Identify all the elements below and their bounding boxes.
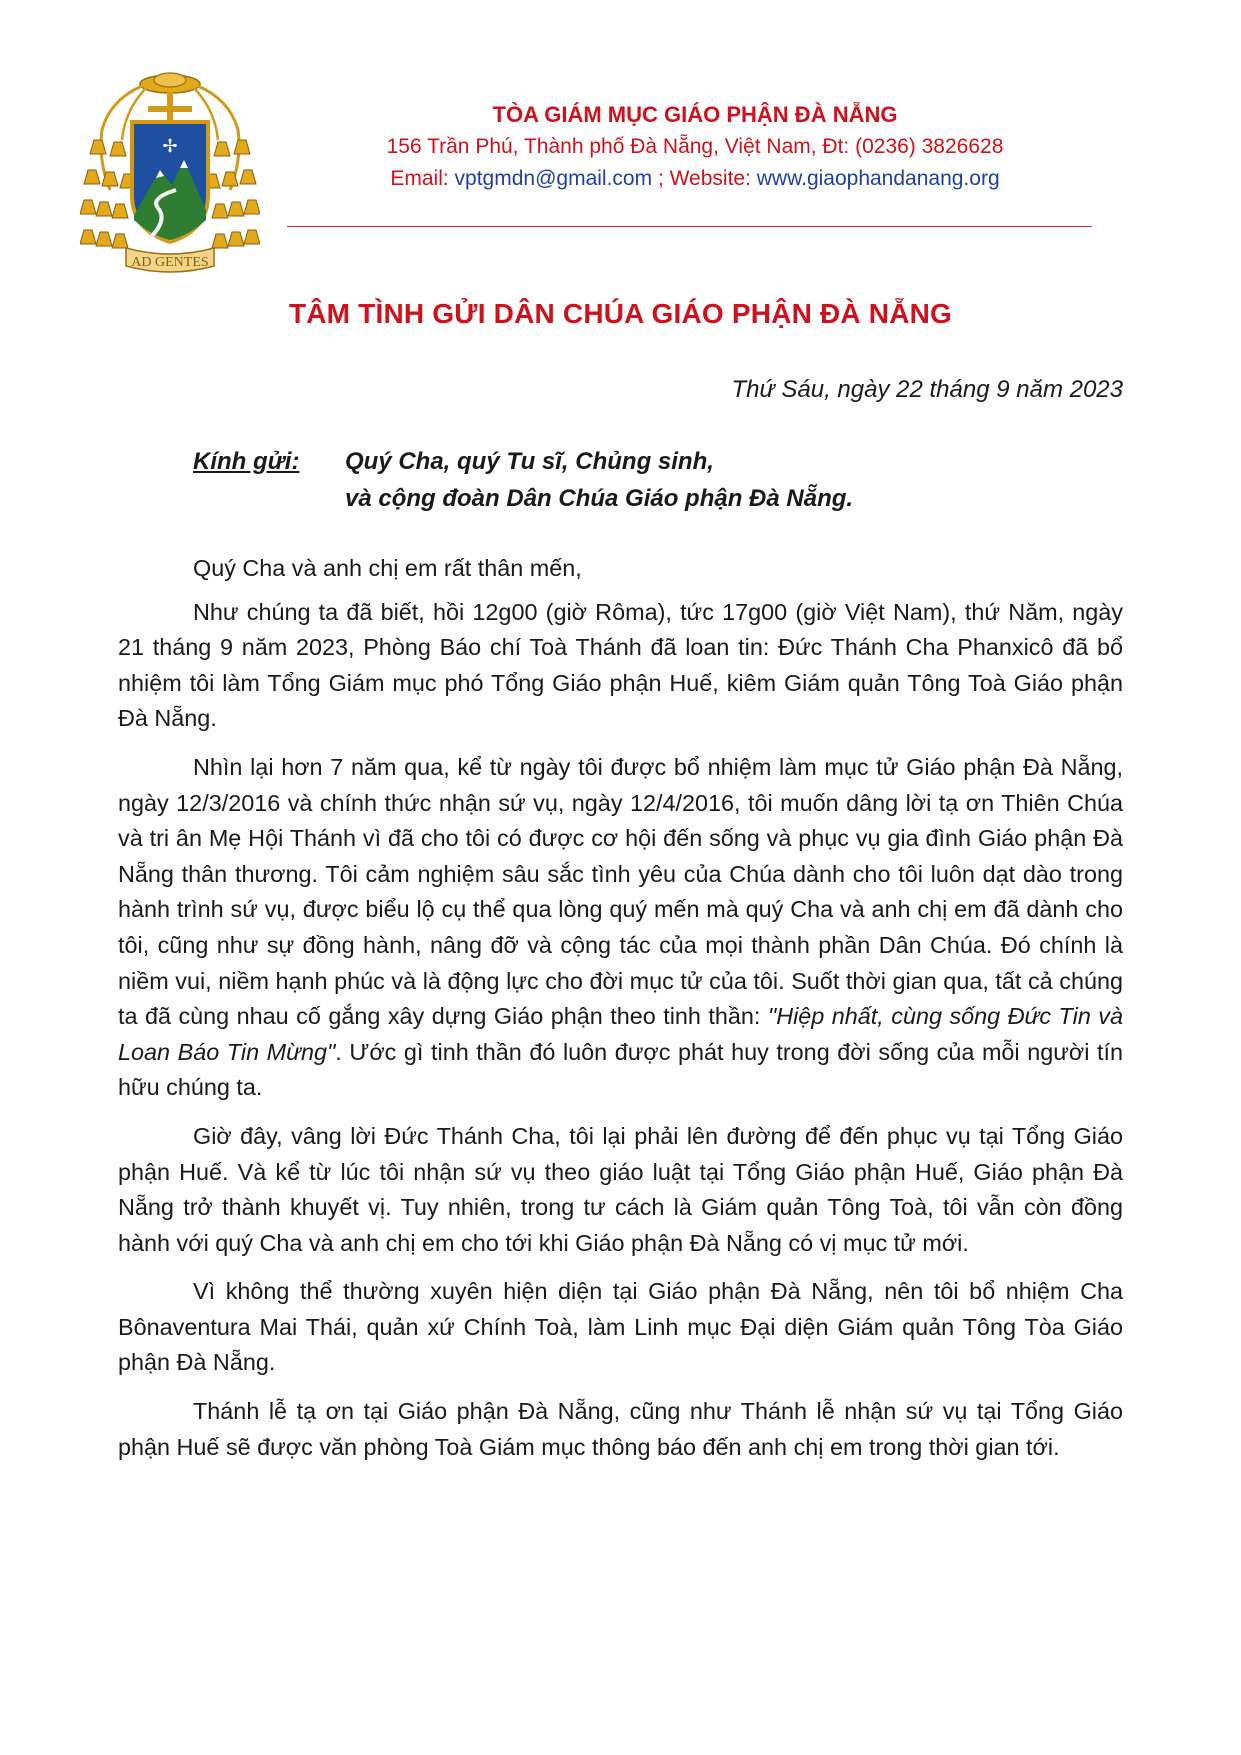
paragraph-2-text-end: . Ước gì tinh thần đó luôn được phát huy trong đời sống của mỗi người tín hữu chúng ta. xyxy=(118,1038,1123,1101)
recipient-line-1: Quý Cha, quý Tu sĩ, Chủng sinh, xyxy=(345,448,714,475)
recipient-line-2: và cộng đoàn Dân Chúa Giáo phận Đà Nẵng. xyxy=(345,485,854,512)
header-divider xyxy=(287,226,1092,227)
organization-name: TÒA GIÁM MỤC GIÁO PHẬN ĐÀ NẴNG xyxy=(492,102,898,127)
website-link[interactable]: www.giaophandanang.org xyxy=(756,167,1000,190)
paragraph-3: Giờ đây, vâng lời Đức Thánh Cha, tôi lại phải lên đường để đến phục vụ tại Tổng Giáo phận Huế. Và kể từ lúc tôi nhận sứ vụ theo giáo luật tại Tổng Giáo phận Huế, Giáo phận Đà Nẵng trở thành khuyết vị. Tuy nhiên, trong tư cách là Giám quản Tông Toà, tôi vẫn còn đồng hành với quý Cha và anh chị em cho tới khi Giáo phận Đà Nẵng có vị mục tử mới. xyxy=(118,1122,1123,1256)
paragraph-2-motto-quote: "Hiệp nhất, cùng sống Đức Tin và Loan Báo Tin Mừng" xyxy=(118,1003,1123,1065)
coat-of-arms-logo xyxy=(80,70,260,295)
recipient-block xyxy=(193,443,853,517)
website-label: ; Website: xyxy=(652,167,757,190)
paragraph-5: Thánh lễ tạ ơn tại Giáo phận Đà Nẵng, cũng như Thánh lễ nhận sứ vụ tại Tổng Giáo phận Huế sẽ được văn phòng Toà Giám mục thông báo đến anh chị em trong thời gian tới. xyxy=(118,1398,1123,1460)
document-title: TÂM TÌNH GỬI DÂN CHÚA GIÁO PHẬN ĐÀ NẴNG xyxy=(288,298,953,329)
paragraph-1: Như chúng ta đã biết, hồi 12g00 (giờ Rôma), tức 17g00 (giờ Việt Nam), thứ Năm, ngày 21 tháng 9 năm 2023, Phòng Báo chí Toà Thánh đã loan tin: Đức Thánh Cha Phanxicô đã bổ nhiệm tôi làm Tổng Giám mục phó Tổng Giáo phận Huế, kiêm Giám quản Tông Toà Giáo phận Đà Nẵng. xyxy=(118,598,1123,732)
document-date: Thứ Sáu, ngày 22 tháng 9 năm 2023 xyxy=(731,376,1123,403)
paragraph-2 xyxy=(118,750,1123,1106)
paragraph-4: Vì không thể thường xuyên hiện diện tại Giáo phận Đà Nẵng, nên tôi bổ nhiệm Cha Bônaventura Mai Thái, quản xứ Chính Toà, làm Linh mục Đại diện Giám quản Tông Tòa Giáo phận Đà Nẵng. xyxy=(118,1278,1123,1376)
paragraph-2-text: Nhìn lại hơn 7 năm qua, kể từ ngày tôi được bổ nhiệm làm mục tử Giáo phận Đà Nẵng, ngày 12/3/2016 và chính thức nhận sứ vụ, ngày 12/4/2016, tôi muốn dâng lời tạ ơn Thiên Chúa và tri ân Mẹ Hội Thánh vì đã cho tôi có được cơ hội đến sống và phục vụ gia đình Giáo phận Đà Nẵng thân thương. Tôi cảm nghiệm sâu sắc tình yêu của Chúa dành cho tôi luôn dạt dào trong hành trình sứ vụ, được biểu lộ cụ thể qua lòng quý mến mà quý Cha và anh chị em đã dành cho tôi, cũng như sự đồng hành, nâng đỡ và cộng tác của mọi thành phần Dân Chúa. Đó chính là niềm vui, niềm hạnh phúc và là động lực cho đời mục tử của tôi. Suốt thời gian qua, tất cả chúng ta đã cùng nhau cố gắng xây dựng Giáo phận theo tinh thần: xyxy=(118,753,1123,1030)
svg-text:✢: ✢ xyxy=(162,136,178,157)
motto-text: AD GENTES xyxy=(131,255,209,270)
organization-contact xyxy=(300,164,1090,194)
organization-header xyxy=(300,100,1090,194)
organization-address: 156 Trần Phú, Thành phố Đà Nẵng, Việt Nam, Đt: (0236) 3826628 xyxy=(386,135,1004,158)
recipient-label: Kính gửi: xyxy=(193,448,300,475)
email-label: Email: xyxy=(390,167,455,190)
greeting: Quý Cha và anh chị em rất thân mến, xyxy=(193,555,582,581)
email-link[interactable]: vptgmdn@gmail.com xyxy=(454,167,653,190)
letter-body xyxy=(118,551,1123,1478)
